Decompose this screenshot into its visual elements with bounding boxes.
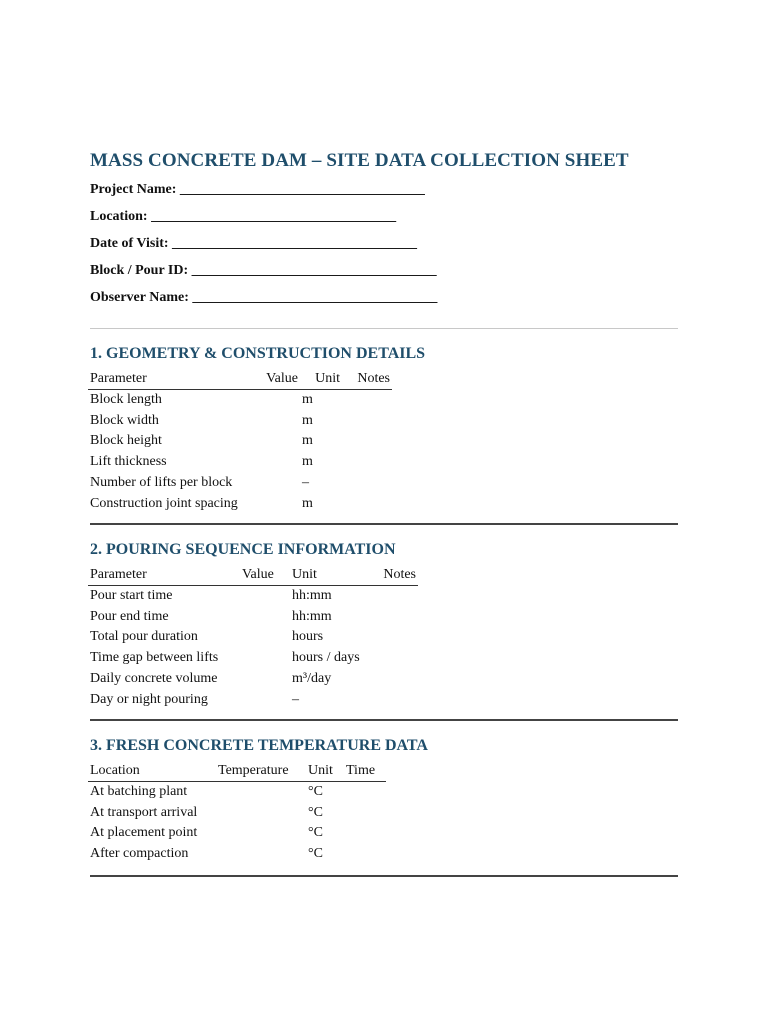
divider [90,875,678,877]
document-title: MASS CONCRETE DAM – SITE DATA COLLECTION SHEET [90,150,629,171]
cell-value[interactable] [260,494,300,515]
cell-notes[interactable] [342,494,392,515]
column-header: Notes [370,565,418,586]
field-label: Location: [90,209,148,224]
cell-unit: °C [308,846,323,862]
field-block-pour-id [90,263,437,279]
table-row [88,823,386,844]
cell-location: At batching plant [90,784,188,799]
table-header-row [88,369,392,390]
table-row [88,607,418,628]
cell-unit: m [302,392,313,407]
cell-parameter: Block width [90,412,159,428]
cell-notes[interactable] [342,452,392,473]
cell-notes[interactable] [342,390,392,411]
table-row [88,494,392,515]
cell-time[interactable] [344,844,386,865]
cell-value[interactable] [260,452,300,473]
cell-notes[interactable] [342,431,392,452]
cell-value[interactable] [240,690,290,711]
cell-location: At placement point [90,825,198,841]
pouring-sequence-table [88,565,418,710]
divider [90,719,678,721]
field-project-name [90,182,425,198]
cell-temperature[interactable] [216,844,306,865]
section-title-temperature: 3. FRESH CONCRETE TEMPERATURE DATA [90,737,428,754]
cell-unit: °C [308,804,323,820]
cell-notes[interactable] [370,648,418,669]
cell-unit: m [302,433,313,449]
cell-parameter: Day or night pouring [90,691,208,707]
cell-temperature[interactable] [216,803,306,824]
cell-parameter: Lift thickness [90,454,167,470]
cell-value[interactable] [260,390,300,411]
cell-unit: – [292,691,299,707]
table-row [88,473,392,494]
cell-parameter: Daily concrete volume [90,670,218,686]
geometry-table [88,369,392,514]
table-row [88,452,392,473]
cell-parameter: Construction joint spacing [90,495,238,511]
column-header: Temperature [216,761,306,782]
table-row [88,844,386,865]
cell-parameter: Block height [90,433,162,449]
cell-unit: m [302,412,313,428]
cell-unit: hours / days [292,650,360,666]
divider [90,328,678,329]
cell-unit: hh:mm [292,588,332,603]
cell-parameter: Time gap between lifts [90,650,219,666]
cell-value[interactable] [240,627,290,648]
cell-time[interactable] [344,823,386,844]
table-row [88,627,418,648]
field-blank-line[interactable]: ___________________________________ [151,209,397,224]
cell-notes[interactable] [370,669,418,690]
table-row [88,669,418,690]
cell-parameter: Pour start time [90,588,173,603]
cell-location: After compaction [90,846,189,862]
cell-unit: hh:mm [292,608,332,624]
column-header: Parameter [88,369,260,390]
cell-parameter: Pour end time [90,608,169,624]
cell-parameter: Total pour duration [90,629,198,645]
table-row [88,586,418,607]
cell-unit: hours [292,629,324,645]
cell-temperature[interactable] [216,782,306,803]
cell-time[interactable] [344,782,386,803]
cell-time[interactable] [344,803,386,824]
field-blank-line[interactable]: ___________________________________ [191,263,437,278]
cell-notes[interactable] [370,607,418,628]
field-label: Observer Name: [90,290,189,305]
field-blank-line[interactable]: ___________________________________ [172,236,418,251]
cell-notes[interactable] [342,411,392,432]
cell-value[interactable] [260,431,300,452]
temperature-table [88,761,386,865]
column-header: Location [88,761,216,782]
table-row [88,411,392,432]
table-row [88,648,418,669]
table-row [88,690,418,711]
cell-temperature[interactable] [216,823,306,844]
field-label: Date of Visit: [90,236,169,251]
table-row [88,431,392,452]
table-header-row [88,565,418,586]
field-label: Block / Pour ID: [90,263,189,278]
column-header: Unit [306,761,344,782]
field-blank-line[interactable]: ___________________________________ [179,182,425,197]
cell-unit: m³/day [292,670,332,686]
column-header: Value [240,565,290,586]
cell-value[interactable] [240,648,290,669]
cell-value[interactable] [260,411,300,432]
field-location [90,209,396,225]
cell-unit: – [302,474,309,490]
cell-parameter: Block length [90,392,162,407]
column-header: Unit [290,565,370,586]
cell-parameter: Number of lifts per block [90,474,233,490]
divider [90,523,678,525]
table-row [88,803,386,824]
column-header: Notes [342,369,392,390]
cell-notes[interactable] [370,690,418,711]
cell-location: At transport arrival [90,804,198,820]
field-blank-line[interactable]: ___________________________________ [192,290,438,305]
column-header: Time [344,761,386,782]
cell-unit: m [302,454,313,470]
table-row [88,390,392,411]
cell-value[interactable] [260,473,300,494]
cell-notes[interactable] [370,627,418,648]
cell-notes[interactable] [370,586,418,607]
cell-notes[interactable] [342,473,392,494]
table-row [88,782,386,803]
field-date-of-visit [90,236,417,252]
column-header: Parameter [88,565,240,586]
cell-unit: m [302,495,313,511]
section-title-pouring-sequence: 2. POURING SEQUENCE INFORMATION [90,541,396,558]
cell-value[interactable] [240,586,290,607]
section-title-geometry: 1. GEOMETRY & CONSTRUCTION DETAILS [90,345,426,362]
cell-unit: °C [308,825,323,841]
cell-unit: °C [308,784,323,799]
column-header: Value [260,369,300,390]
cell-value[interactable] [240,607,290,628]
table-header-row [88,761,386,782]
column-header: Unit [300,369,342,390]
field-observer-name [90,290,437,306]
cell-value[interactable] [240,669,290,690]
field-label: Project Name: [90,182,177,197]
